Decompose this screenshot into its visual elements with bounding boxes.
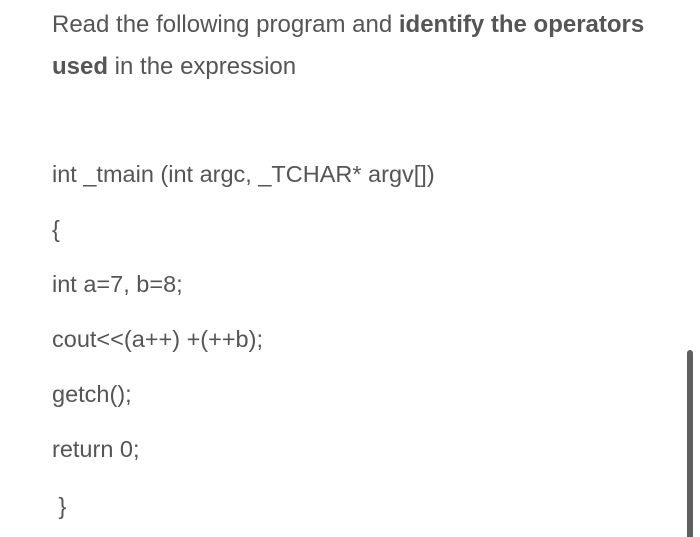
question-part-3: in the expression: [108, 53, 297, 80]
code-line-7: }: [52, 493, 67, 519]
code-line-5: getch();: [52, 381, 132, 407]
question-emphasis: identify the operators used: [52, 11, 645, 80]
question-part-1: Read the following program and: [52, 11, 399, 38]
code-line-1: int _tmain (int argc, _TCHAR* argv[]): [52, 161, 435, 187]
question-text: [52, 4, 652, 88]
code-line-3: int a=7, b=8;: [52, 271, 183, 297]
code-line-2: {: [52, 216, 60, 242]
code-line-4: cout<<(a++) +(++b);: [52, 326, 263, 352]
vertical-scrollbar[interactable]: [687, 350, 693, 537]
code-line-6: return 0;: [52, 436, 140, 462]
